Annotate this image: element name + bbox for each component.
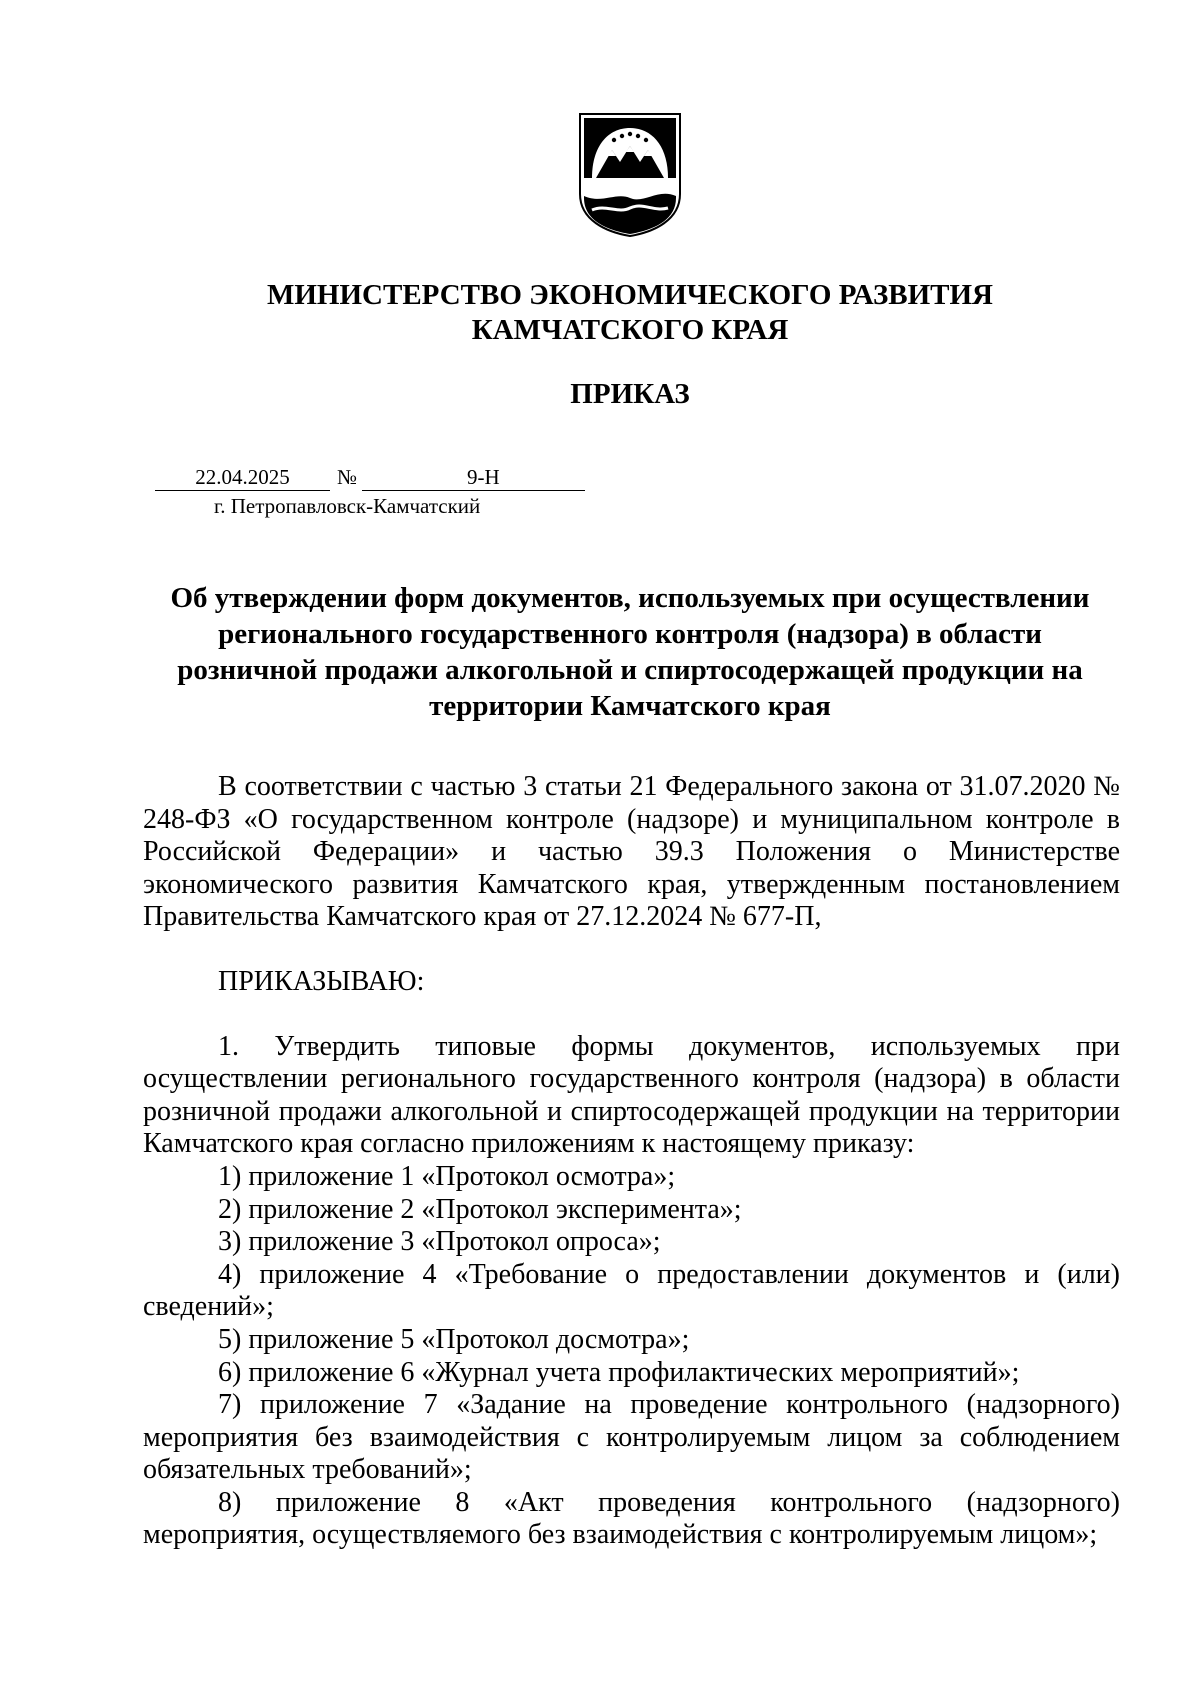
ministry-name (0, 278, 1200, 348)
subject-line-1: Об утверждении форм документов, используемых при осуществлении (170, 582, 1090, 614)
sub-item-3: 3) приложение 3 «Протокол опроса»; (218, 1226, 661, 1258)
subject-line-2: регионального государственного контроля (надзора) в области (218, 618, 1042, 650)
order-subject (140, 580, 1120, 724)
subject-line-4: территории Камчатского края (429, 690, 831, 722)
subject-line-3: розничной продажи алкогольной и спиртосодержащей продукции на (177, 654, 1083, 686)
preamble-paragraph: В соответствии с частью 3 статьи 21 Федерального закона от 31.07.2020 № 248-ФЗ «О государственном контроле (надзоре) и муниципальном контроле в Российской Федерации» и частью 39.3 Положения о Министерстве экономического развития Камчатского края, утвержденным постановлением Правительства Камчатского края от 27.12.2024 № 677-П, (143, 771, 1120, 933)
order-word: ПРИКАЗЫВАЮ: (218, 965, 425, 997)
number-sign: № (336, 465, 358, 489)
order-date: 22.04.2025 (155, 464, 330, 491)
coat-of-arms-icon (578, 112, 682, 238)
sub-item-1: 1) приложение 1 «Протокол осмотра»; (218, 1160, 676, 1192)
sub-item-8: 8) приложение 8 «Акт проведения контрольного (надзорного) мероприятия, осуществляемого без взаимодействия с контролируемым лицом»; (143, 1486, 1120, 1551)
sub-item-2: 2) приложение 2 «Протокол эксперимента»; (218, 1193, 742, 1225)
sub-item-6: 6) приложение 6 «Журнал учета профилактических мероприятий»; (218, 1356, 1020, 1388)
order-body (143, 771, 1120, 1552)
ministry-line-2: КАМЧАТСКОГО КРАЯ (471, 314, 789, 346)
document-type: ПРИКАЗ (570, 378, 690, 410)
order-number: 9-Н (362, 464, 585, 491)
ministry-line-1: МИНИСТЕРСТВО ЭКОНОМИЧЕСКОГО РАЗВИТИЯ (267, 279, 993, 311)
sub-item-5: 5) приложение 5 «Протокол досмотра»; (218, 1323, 690, 1355)
item-1-paragraph: 1. Утвердить типовые формы документов, используемых при осуществлении регионального государственного контроля (надзора) в области розничной продажи алкогольной и спиртосодержащей продукции на территории Камчатского края согласно приложениям к настоящему приказу: (143, 1030, 1120, 1160)
order-meta (155, 464, 585, 490)
sub-item-4: 4) приложение 4 «Требование о предоставлении документов и (или) сведений»; (143, 1258, 1120, 1323)
sub-item-7: 7) приложение 7 «Задание на проведение контрольного (надзорного) мероприятия без взаимодействия с контролируемым лицом за соблюдением обязательных требований»; (143, 1389, 1120, 1486)
city-name: г. Петропавловск-Камчатский (214, 494, 481, 518)
